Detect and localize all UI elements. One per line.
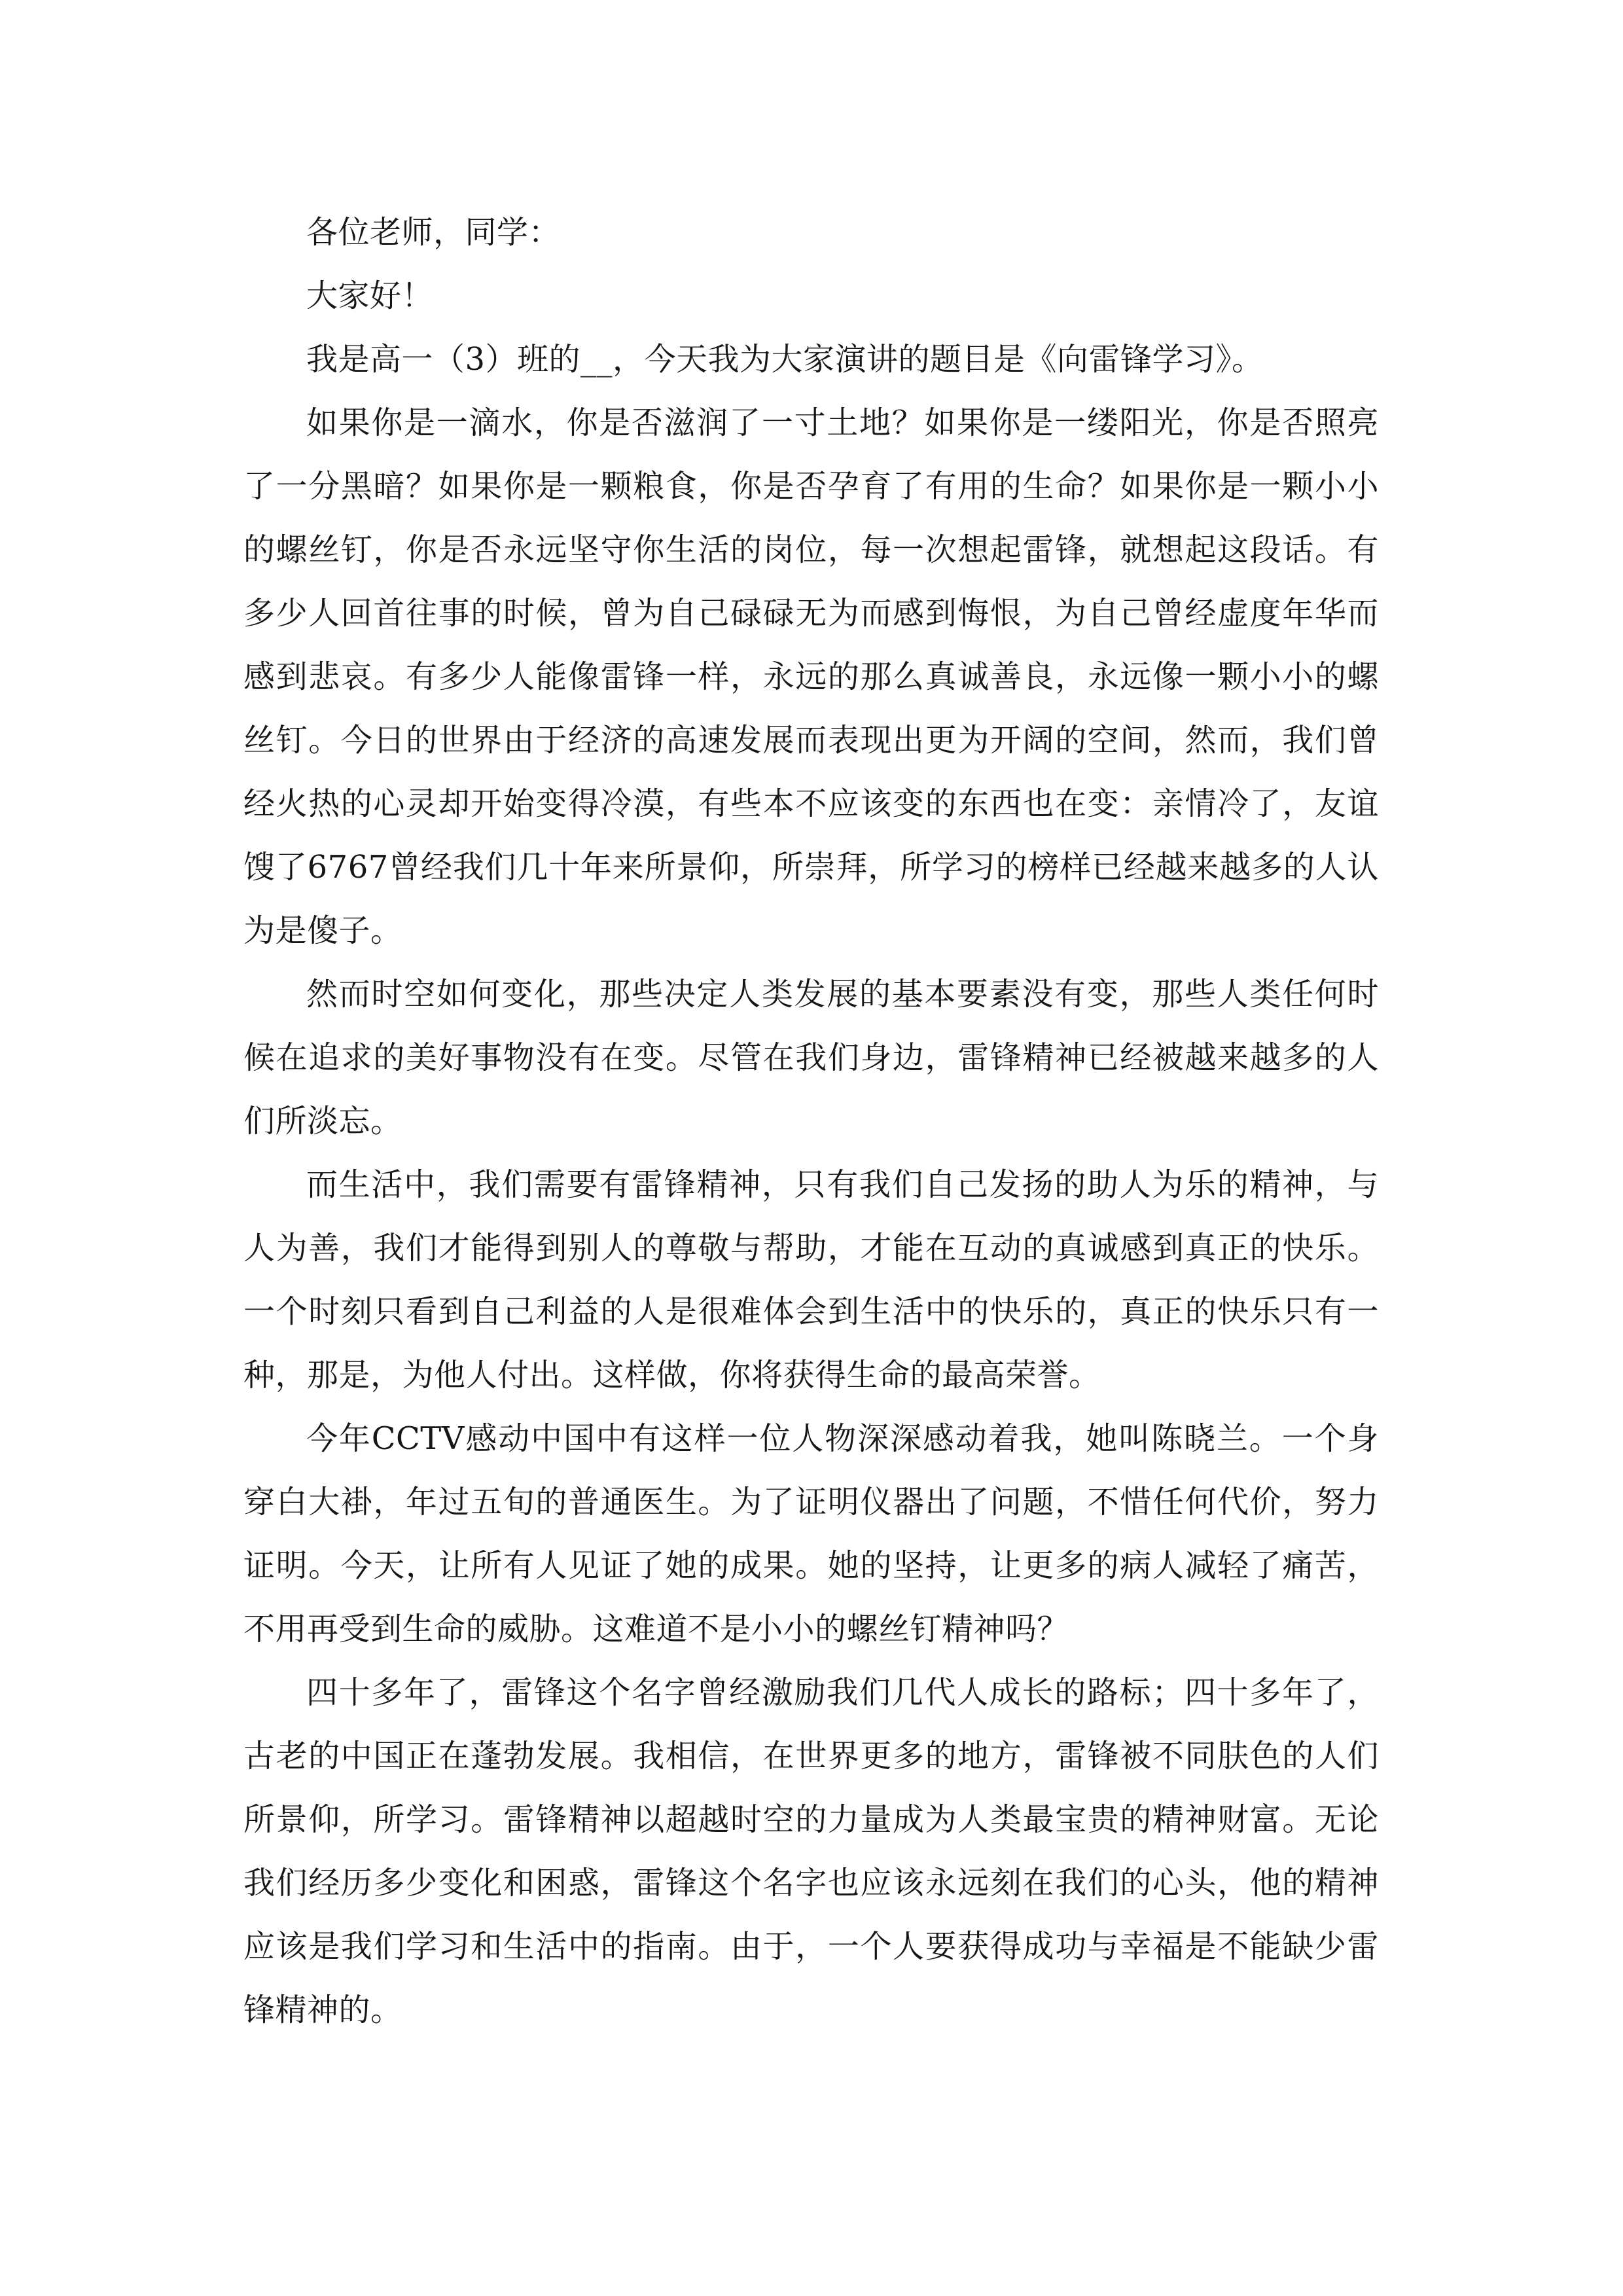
body-paragraph: 如果你是一滴水，你是否滋润了一寸土地？如果你是一缕阳光，你是否照亮了一分黑暗？如果你是一颗粮食，你是否孕育了有用的生命？如果你是一颗小小的螺丝钉，你是否永远坚守你生活的岗位，每一次想起雷锋，就想起这段话。有多少人回首往事的时候，曾为自己碌碌无为而感到悔恨，为自己曾经虚度年华而感到悲哀。有多少人能像雷锋一样，永远的那么真诚善良，永远像一颗小小的螺丝钉。今日的世界由于经济的高速发展而表现出更为开阔的空间，然而，我们曾经火热的心灵却开始变得冷漠，有些本不应该变的东西也在变：亲情冷了，友谊馊了6767曾经我们几十年来所景仰，所崇拜，所学习的榜样已经越来越多的人认为是傻子。 [243,404,1379,949]
body-paragraph: 而生活中，我们需要有雷锋精神，只有我们自己发扬的助人为乐的精神，与人为善，我们才能得到别人的尊敬与帮助，才能在互动的真诚感到真正的快乐。一个时刻只看到自己利益的人是很难体会到生活中的快乐的，真正的快乐只有一种，那是，为他人付出。这样做，你将获得生命的最高荣誉。 [243,1166,1379,1393]
salutation: 各位老师，同学： [306,214,561,251]
greeting: 大家好！ [306,278,434,314]
body-paragraph: 今年CCTV感动中国中有这样一位人物深深感动着我，她叫陈晓兰。一个身穿白大褂，年过五旬的普通医生。为了证明仪器出了问题，不惜任何代价，努力证明。今天，让所有人见证了她的成果。她的坚持，让更多的病人减轻了痛苦，不用再受到生命的威胁。这难道不是小小的螺丝钉精神吗？ [243,1420,1379,1647]
body-paragraph: 四十多年了，雷锋这个名字曾经激励我们几代人成长的路标；四十多年了，古老的中国正在蓬勃发展。我相信，在世界更多的地方，雷锋被不同肤色的人们所景仰，所学习。雷锋精神以超越时空的力量成为人类最宝贵的精神财富。无论我们经历多少变化和困惑，雷锋这个名字也应该永远刻在我们的心头，他的精神应该是我们学习和生活中的指南。由于，一个人要获得成功与幸福是不能缺少雷锋精神的。 [243,1674,1379,2028]
introduction-paragraph: 我是高一（3）班的__，今天我为大家演讲的题目是《向雷锋学习》。 [306,341,1264,378]
speech-body [243,201,1379,2042]
body-paragraph: 然而时空如何变化，那些决定人类发展的基本要素没有变，那些人类任何时候在追求的美好事物没有在变。尽管在我们身边，雷锋精神已经被越来越多的人们所淡忘。 [243,976,1379,1139]
